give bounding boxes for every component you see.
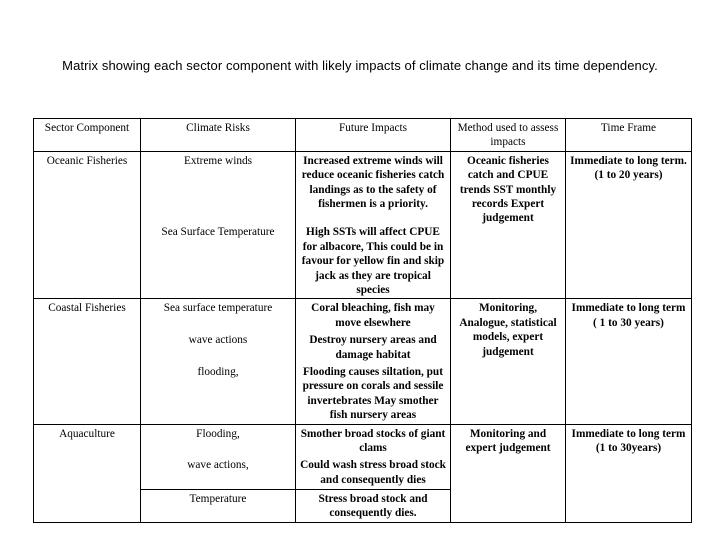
risk-cell: Flooding, [141, 424, 296, 456]
risk-cell: Temperature [141, 489, 296, 522]
risk-cell: wave actions [141, 331, 296, 363]
sector-coastal-fisheries: Coastal Fisheries [34, 299, 141, 424]
impact-matrix-table [33, 118, 692, 523]
sector-oceanic-fisheries: Oceanic Fisheries [34, 151, 141, 299]
risk-cell: Extreme winds [141, 151, 296, 223]
timeframe-cell: Immediate to long term (1 to 30years) [566, 424, 692, 522]
impact-cell: Increased extreme winds will reduce oceanic fisheries catch landings as to the safety of fishermen is a priority. [296, 151, 451, 223]
header-sector-component: Sector Component [34, 119, 141, 152]
impact-cell: High SSTs will affect CPUE for albacore, This could be in favour for yellow fin and skip jack as they are tropical species [296, 223, 451, 299]
header-time-frame: Time Frame [566, 119, 692, 152]
impact-cell: Stress broad stock and consequently dies. [296, 489, 451, 522]
table-row [34, 151, 692, 223]
risk-cell: flooding, [141, 363, 296, 424]
risk-cell: Sea surface temperature [141, 299, 296, 331]
method-cell: Monitoring, Analogue, statistical models, expert judgement [451, 299, 566, 424]
impact-cell: Smother broad stocks of giant clams [296, 424, 451, 456]
impact-cell: Destroy nursery areas and damage habitat [296, 331, 451, 363]
table-row [34, 299, 692, 331]
header-method: Method used to assess impacts [451, 119, 566, 152]
risk-cell: Sea Surface Temperature [141, 223, 296, 299]
header-future-impacts: Future Impacts [296, 119, 451, 152]
impact-cell: Could wash stress broad stock and consequently dies [296, 456, 451, 489]
risk-cell: wave actions, [141, 456, 296, 489]
header-row [34, 119, 692, 152]
impact-cell: Flooding causes siltation, put pressure on corals and sessile invertebrates May smother fish nursery areas [296, 363, 451, 424]
sector-aquaculture: Aquaculture [34, 424, 141, 522]
table-row [34, 424, 692, 456]
header-climate-risks: Climate Risks [141, 119, 296, 152]
impact-cell: Coral bleaching, fish may move elsewhere [296, 299, 451, 331]
timeframe-cell: Immediate to long term ( 1 to 30 years) [566, 299, 692, 424]
page-title: Matrix showing each sector component with likely impacts of climate change and its time dependency. [62, 58, 658, 73]
timeframe-cell: Immediate to long term. (1 to 20 years) [566, 151, 692, 299]
method-cell: Monitoring and expert judgement [451, 424, 566, 522]
method-cell: Oceanic fisheries catch and CPUE trends SST monthly records Expert judgement [451, 151, 566, 299]
